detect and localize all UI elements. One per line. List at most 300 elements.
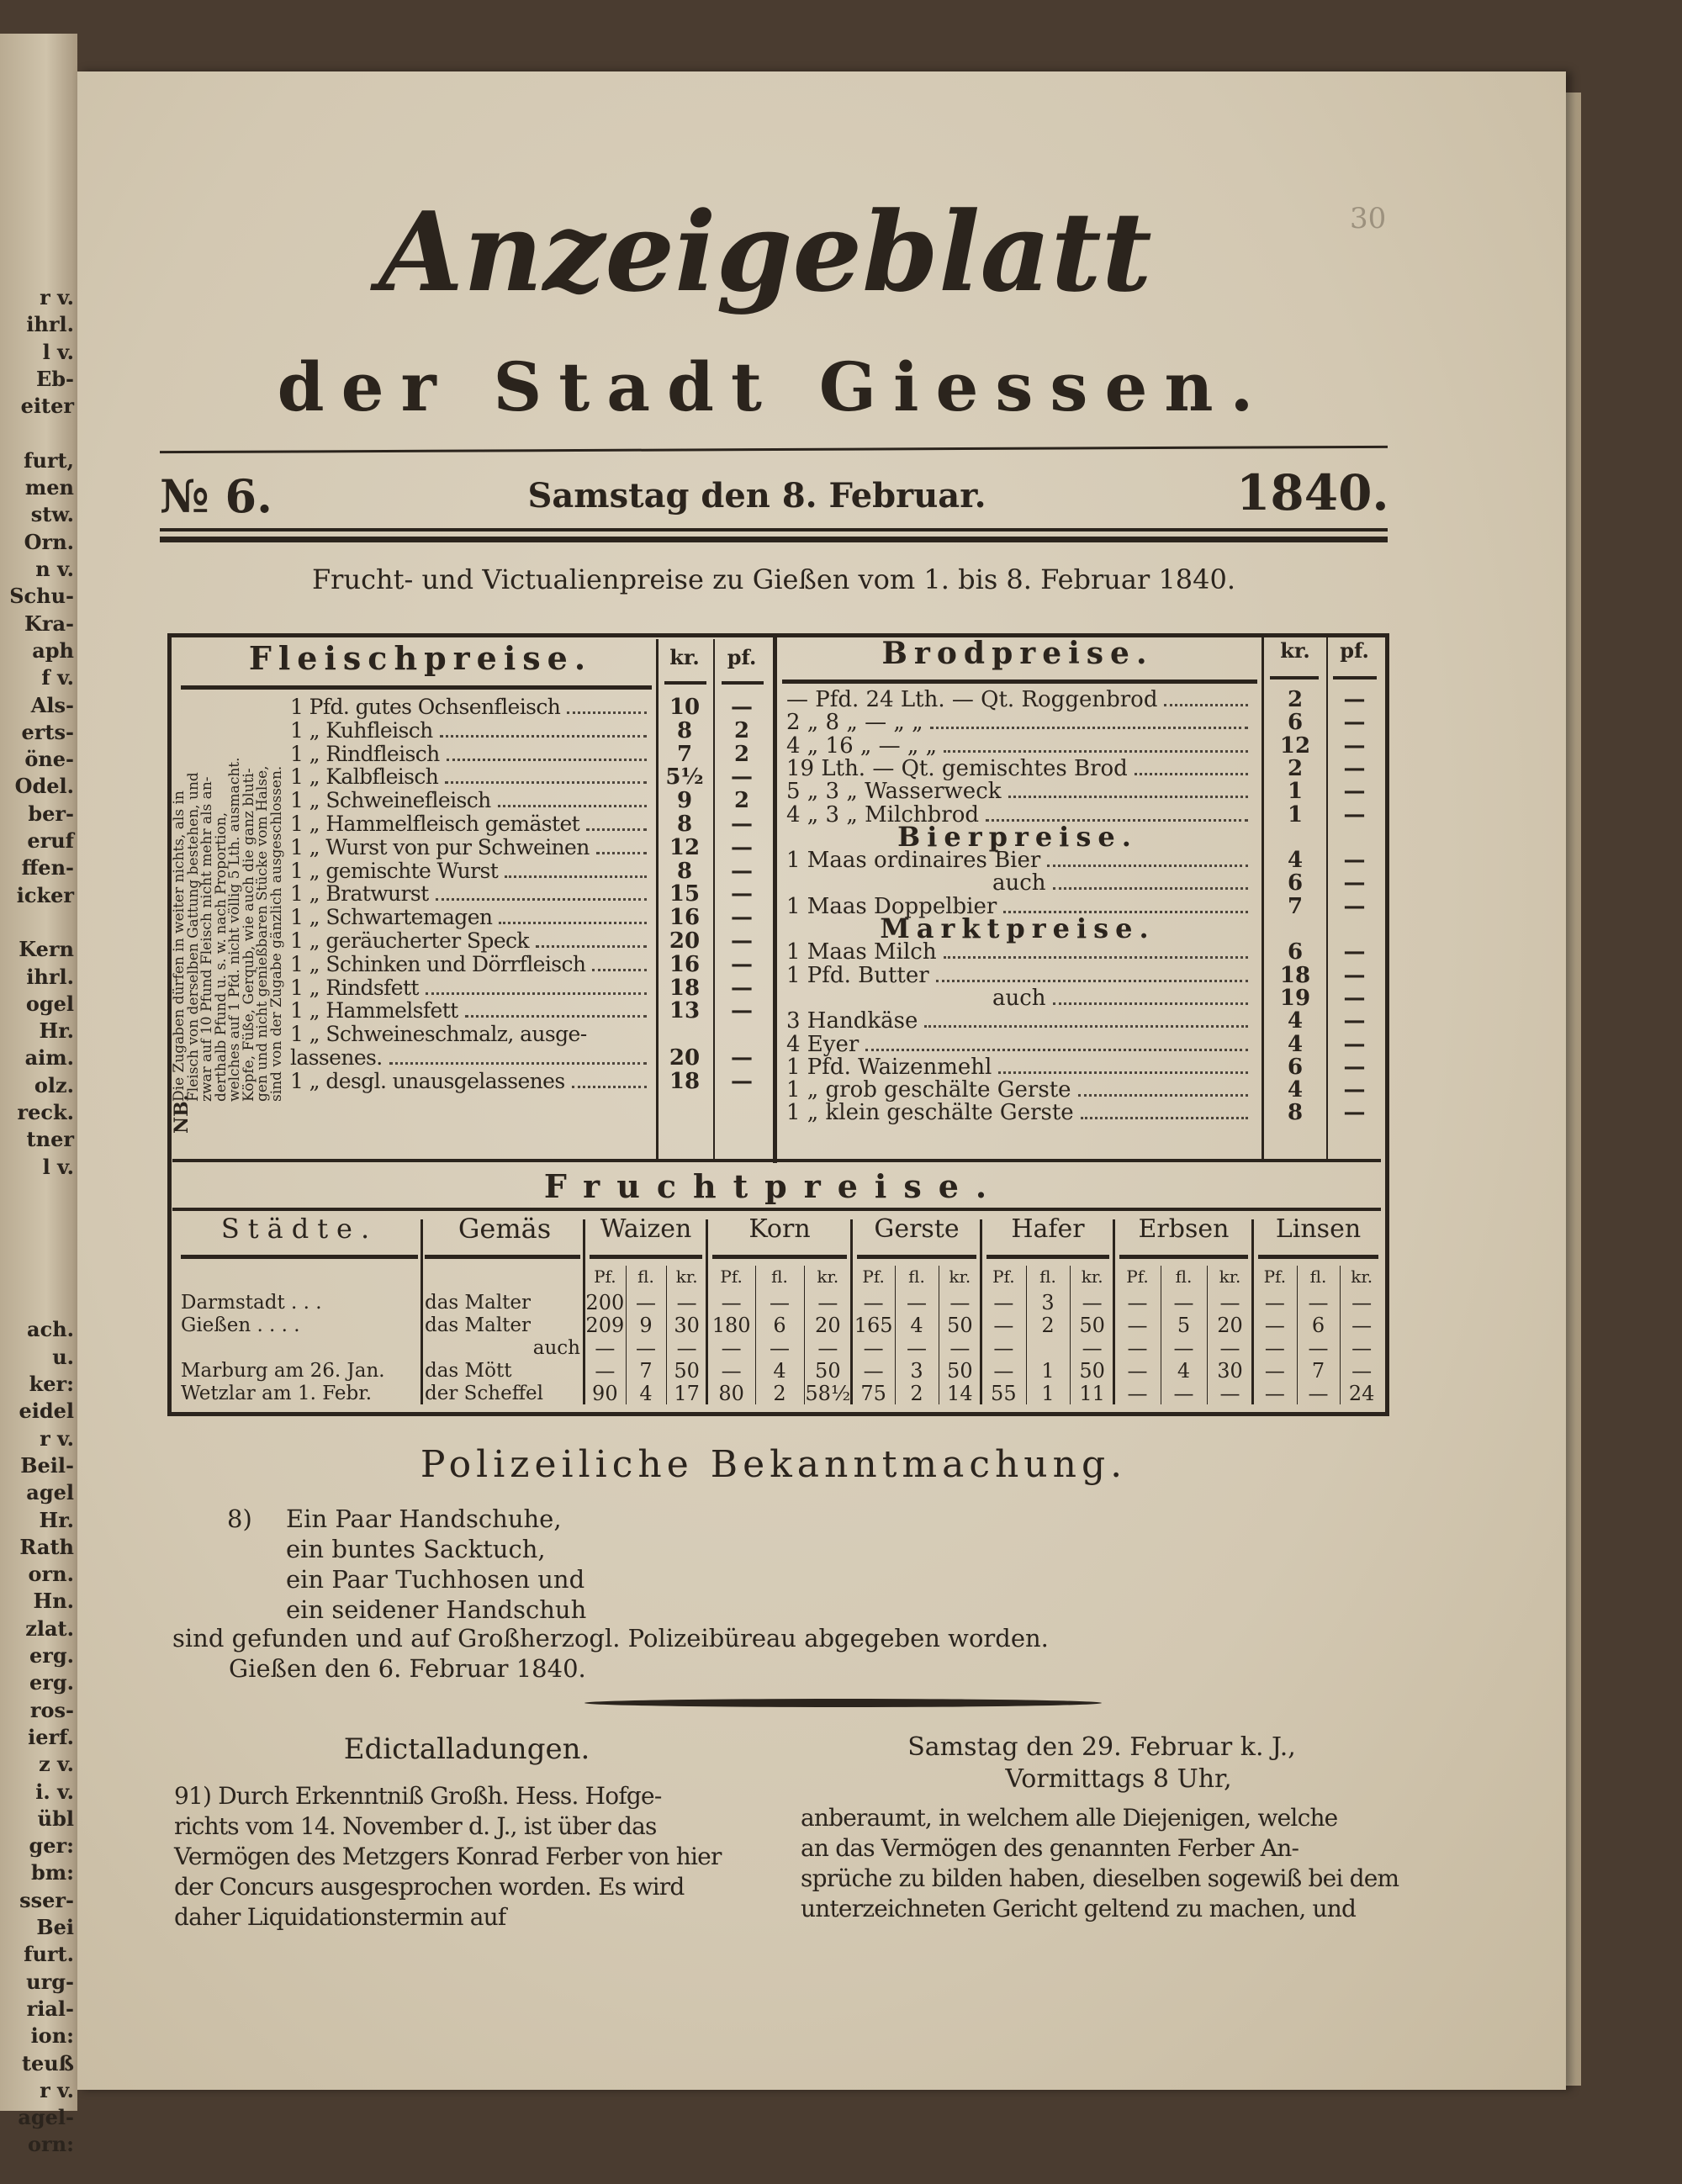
- left-page-fragment: l v.: [42, 1154, 74, 1179]
- dot-leader: [505, 875, 647, 878]
- meat-price-pf: 2: [733, 741, 750, 767]
- grain-value: —: [1127, 1336, 1148, 1360]
- left-page-fragment: z v.: [39, 1752, 74, 1777]
- left-page-fragment: r v.: [40, 285, 74, 309]
- grain-value: —: [1264, 1336, 1285, 1360]
- grain-city: Wetzlar am 1. Febr.: [181, 1383, 373, 1404]
- meat-price-pf: —: [731, 1045, 753, 1071]
- meat-item-label: lassenes.: [290, 1045, 383, 1070]
- meat-prices-title: Fleischpreise.: [248, 639, 593, 677]
- grain-measure: der Scheffel: [425, 1383, 544, 1404]
- section-heading: Bierpreise.: [897, 820, 1138, 853]
- meat-price-kr: 18: [669, 1068, 701, 1094]
- grain-value: 7: [639, 1359, 653, 1383]
- left-page-fragment: teuß: [21, 2050, 74, 2076]
- meat-item-label: 1 Pfd. gutes Ochsenfleisch: [290, 695, 561, 719]
- meat-price-kr: 12: [669, 834, 701, 860]
- grain-value: 90: [592, 1382, 618, 1405]
- grain-value: —: [1351, 1314, 1373, 1337]
- left-page-fragment: ach.: [27, 1317, 74, 1342]
- meat-pf-rule: [722, 681, 764, 685]
- grain-header: Gerste: [874, 1214, 960, 1244]
- dot-leader: [445, 781, 647, 784]
- dot-leader: [1164, 704, 1248, 706]
- grain-value: —: [1351, 1336, 1373, 1360]
- grain-value: —: [1264, 1382, 1285, 1405]
- dot-leader: [567, 711, 647, 714]
- grain-value: 4: [773, 1359, 786, 1383]
- grain-value: —: [993, 1359, 1014, 1383]
- grain-value: —: [817, 1291, 838, 1314]
- grain-city: Darmstadt . . .: [181, 1292, 322, 1314]
- edict-right-line: unterzeichneten Gericht geltend zu machen, und: [801, 1895, 1357, 1922]
- bread-item-label: 1 Maas Doppelbier: [786, 893, 997, 919]
- bread-price-row: [786, 964, 1253, 987]
- left-page-fragment: erts-: [21, 719, 74, 744]
- meat-note-line: Köpfe, Füße, Gerqub, wie auch die ganz bluti-: [240, 768, 257, 1102]
- left-page-fragment: zlat.: [25, 1616, 74, 1641]
- grain-value: 75: [860, 1382, 886, 1405]
- left-page-fragment: eiter: [20, 394, 74, 419]
- left-page-fragment: Eb-: [35, 366, 74, 391]
- left-page-fragment: tner: [26, 1127, 74, 1152]
- left-page-fragment: u.: [52, 1344, 74, 1369]
- dot-leader: [944, 956, 1248, 959]
- bread-price-kr: 6: [1287, 710, 1304, 736]
- grain-value: —: [1173, 1382, 1194, 1405]
- grain-header: Korn: [748, 1214, 811, 1244]
- edict-right-line: anberaumt, in welchem alle Diejenigen, welche: [801, 1804, 1338, 1832]
- meat-kr-header: kr.: [669, 645, 700, 669]
- bread-price-pf: —: [1343, 962, 1366, 988]
- bread-pf-rule: [1333, 676, 1377, 680]
- meat-item-label: 1 „ geräucherter Speck: [290, 928, 529, 953]
- meat-price-row: [290, 906, 652, 929]
- bread-price-pf: —: [1343, 1008, 1366, 1034]
- bread-price-pf: —: [1343, 985, 1366, 1011]
- left-page-fragment: Hn.: [33, 1589, 74, 1614]
- grain-value: 58½: [805, 1382, 851, 1405]
- meat-item-label: 1 „ Hammelsfett: [290, 998, 458, 1023]
- grain-value: —: [863, 1336, 884, 1360]
- dot-leader: [499, 922, 647, 924]
- dot-leader: [936, 980, 1248, 982]
- grain-value: —: [1173, 1336, 1194, 1360]
- grain-measure: das Mött: [425, 1360, 512, 1382]
- grain-subheader: kr.: [1351, 1267, 1373, 1287]
- ornamental-rule: [584, 1699, 1102, 1707]
- bread-item-label: 4 „ 16 „ — „ „: [786, 732, 938, 759]
- dot-leader: [1047, 865, 1248, 867]
- left-page-fragment: eruf: [27, 828, 74, 853]
- meat-pf-line: [713, 639, 715, 1161]
- bread-price-pf: —: [1343, 1077, 1366, 1103]
- meat-price-row: [290, 859, 652, 883]
- grain-value: 7: [1311, 1359, 1325, 1383]
- left-page-fragment: agel-: [18, 2105, 74, 2130]
- edict-time-line: Vormittags 8 Uhr,: [1005, 1764, 1232, 1794]
- grain-value: —: [595, 1359, 616, 1383]
- left-page-fragment: r v.: [40, 2077, 74, 2102]
- edict-title: Edictalladungen.: [343, 1732, 590, 1766]
- meat-price-row: [290, 929, 652, 953]
- meat-note-line: zwar auf 10 Pfund Fleisch nicht mehr als an-: [198, 776, 215, 1102]
- bread-price-row: [992, 986, 1253, 1010]
- grain-value: 24: [1348, 1382, 1375, 1405]
- grain-value: —: [1127, 1382, 1148, 1405]
- dot-leader: [596, 852, 647, 854]
- grain-subheader: Pf.: [720, 1267, 743, 1287]
- bread-item-label: 1 Maas ordinaires Bier: [786, 848, 1041, 874]
- police-notice-title: Polizeiliche Bekanntmachung.: [420, 1443, 1128, 1486]
- bread-price-kr: 4: [1287, 1031, 1304, 1057]
- grain-value: 4: [910, 1314, 923, 1337]
- grain-value: 3: [910, 1359, 923, 1383]
- bread-item-label: 1 Pfd. Butter: [786, 962, 929, 988]
- bread-price-kr: 8: [1287, 1100, 1304, 1126]
- grain-value: 50: [674, 1359, 700, 1383]
- grain-value: 55: [991, 1382, 1017, 1405]
- grain-header-rule: [712, 1255, 847, 1259]
- grain-value: —: [993, 1336, 1014, 1360]
- bread-item-label: 1 Pfd. Waizenmehl: [786, 1054, 992, 1080]
- bread-price-row: [786, 1055, 1253, 1079]
- meat-note-line: gen und nicht genießbaren Stücke vom Halse,: [254, 765, 271, 1102]
- meat-item-label: 1 „ Rindsfett: [290, 975, 419, 1000]
- bread-price-pf: —: [1343, 1100, 1366, 1126]
- grain-value: 165: [854, 1314, 893, 1337]
- left-page-fragment: erg.: [29, 1643, 74, 1668]
- grain-header: Linsen: [1275, 1214, 1362, 1244]
- left-page-fragment: ffen-: [21, 855, 74, 880]
- meat-price-kr: 9: [676, 788, 693, 814]
- dot-leader: [1135, 773, 1248, 775]
- edict-left-line: daher Liquidationstermin auf: [174, 1903, 506, 1931]
- edict-left-line: 91) Durch Erkenntniß Großh. Hess. Hofge-: [174, 1782, 662, 1810]
- bread-price-pf: —: [1343, 939, 1366, 965]
- grain-subheader: kr.: [949, 1267, 971, 1287]
- meat-item-label: 1 „ Bratwurst: [290, 881, 429, 907]
- dot-leader: [465, 1015, 647, 1018]
- left-page-fragment: furt,: [24, 447, 74, 473]
- bread-price-row: [786, 940, 1253, 964]
- double-rule-top: [160, 528, 1388, 531]
- meat-price-row: [290, 953, 652, 976]
- city-header-rule: [181, 1255, 418, 1259]
- grain-value: 50: [1079, 1359, 1105, 1383]
- bread-item-label: auch: [992, 870, 1046, 896]
- grain-subheader: fl.: [637, 1267, 654, 1287]
- left-page-fragment: aph: [32, 637, 74, 663]
- bread-price-row: [992, 871, 1253, 895]
- left-page-fragment: Rath: [19, 1534, 74, 1559]
- bread-item-label: 4 Eyer: [786, 1031, 860, 1057]
- dot-leader: [1078, 1094, 1248, 1097]
- dot-leader: [1008, 796, 1248, 798]
- grain-value: —: [676, 1291, 697, 1314]
- grain-subheader: kr.: [1081, 1267, 1103, 1287]
- grain-header-rule: [857, 1255, 976, 1259]
- bread-price-pf: —: [1343, 732, 1366, 759]
- bread-price-pf: —: [1343, 779, 1366, 805]
- grain-header-rule: [1258, 1255, 1378, 1259]
- grain-value: 6: [1311, 1314, 1325, 1337]
- issue-year: 1840.: [1236, 464, 1389, 521]
- grain-value: 1: [1041, 1359, 1055, 1383]
- left-page-fragment: Hr.: [39, 1507, 74, 1532]
- meat-pf-header: pf.: [727, 645, 757, 669]
- found-item: Ein Paar Handschuhe,: [286, 1504, 562, 1533]
- bread-price-pf: —: [1343, 1031, 1366, 1057]
- left-page-fragment: aim.: [24, 1045, 74, 1071]
- edict-left-line: der Concurs ausgesprochen worden. Es wird: [174, 1873, 685, 1901]
- left-page-fragment: orn:: [28, 2132, 74, 2157]
- grain-value: 30: [1217, 1359, 1243, 1383]
- grain-value: —: [1219, 1382, 1240, 1405]
- masthead-title: Anzeigeblatt: [378, 188, 1152, 316]
- police-notice-statement: sind gefunden und auf Großherzogl. Polizeibüreau abgegeben worden.: [172, 1624, 1049, 1653]
- bread-item-label: 1 „ grob geschälte Gerste: [786, 1077, 1071, 1103]
- meat-item-label: 1 „ Schwartemagen: [290, 905, 493, 930]
- left-page-fragment: urg-: [26, 1969, 74, 1994]
- bread-kr-header: kr.: [1280, 638, 1310, 663]
- bread-price-kr: 7: [1287, 893, 1304, 919]
- meat-item-label: 1 „ gemischte Wurst: [290, 858, 499, 883]
- grain-header-rule: [986, 1255, 1109, 1259]
- grain-value: 50: [947, 1359, 973, 1383]
- grain-value: —: [721, 1336, 742, 1360]
- grain-value: 1: [1041, 1382, 1055, 1405]
- meat-item-label: 1 „ Kuhfleisch: [290, 717, 433, 743]
- grain-value: —: [1082, 1336, 1103, 1360]
- grain-value: 2: [910, 1382, 923, 1405]
- grain-subheader: fl.: [1175, 1267, 1193, 1287]
- bread-item-label: 3 Handkäse: [786, 1008, 918, 1034]
- dot-leader: [924, 1025, 1248, 1028]
- edict-date-line: Samstag den 29. Februar k. J.,: [907, 1732, 1296, 1762]
- grain-header: Waizen: [600, 1214, 692, 1244]
- bread-price-kr: 18: [1279, 962, 1311, 988]
- meat-price-pf: —: [731, 998, 753, 1024]
- page-number: 30: [1350, 202, 1387, 235]
- bread-price-kr: 2: [1287, 687, 1304, 712]
- grain-value: 2: [773, 1382, 786, 1405]
- masthead-subtitle: der Stadt Giessen.: [277, 347, 1271, 426]
- grain-value: —: [1351, 1291, 1373, 1314]
- grain-measure: das Malter: [425, 1314, 532, 1336]
- left-page-fragment: Bei: [36, 1915, 74, 1939]
- meat-note-label: NB.: [171, 1094, 193, 1134]
- left-page-fragment: l v.: [42, 339, 74, 364]
- grain-value: —: [635, 1336, 656, 1360]
- grain-value: 2: [1041, 1314, 1055, 1337]
- bread-pf-header: pf.: [1340, 638, 1369, 663]
- bread-price-kr: 6: [1287, 939, 1304, 965]
- grain-value: —: [1127, 1359, 1148, 1383]
- grain-value: —: [595, 1336, 616, 1360]
- meat-price-pf: —: [731, 905, 753, 931]
- bread-item-label: — Pfd. 24 Lth. — Qt. Roggenbrod: [786, 687, 1158, 712]
- meat-item-label: 1 „ Schweinefleisch: [290, 788, 491, 813]
- grain-value: 9: [639, 1314, 653, 1337]
- meat-price-pf: —: [731, 764, 753, 791]
- grain-value: 50: [815, 1359, 841, 1383]
- police-notice-dateline: Gießen den 6. Februar 1840.: [229, 1654, 586, 1683]
- dot-leader: [592, 969, 647, 971]
- bread-price-kr: 4: [1287, 848, 1304, 874]
- bread-item-label: 19 Lth. — Qt. gemischtes Brod: [786, 755, 1128, 781]
- bread-title-rule: [782, 680, 1257, 684]
- grain-value: —: [949, 1336, 971, 1360]
- grain-header: Hafer: [1011, 1214, 1085, 1244]
- bread-price-row: [786, 734, 1253, 758]
- grain-value: 3: [1041, 1291, 1055, 1314]
- grain-value: —: [721, 1359, 742, 1383]
- meat-price-pf: —: [731, 812, 753, 837]
- grain-value: 17: [674, 1382, 700, 1405]
- left-page-fragment: men: [24, 475, 74, 500]
- grain-value: 50: [1079, 1314, 1105, 1337]
- grain-value: 50: [947, 1314, 973, 1337]
- meat-price-pf: —: [731, 834, 753, 860]
- left-page-fragment: ierf.: [28, 1724, 74, 1749]
- grain-subheader: kr.: [817, 1267, 839, 1287]
- grain-value: 30: [674, 1314, 700, 1337]
- left-page-fragment: ros-: [29, 1697, 74, 1722]
- left-page-fragment: Kern: [19, 937, 74, 962]
- grain-subheader: fl.: [1039, 1267, 1056, 1287]
- found-item: ein buntes Sacktuch,: [286, 1535, 546, 1563]
- grain-value: —: [769, 1336, 790, 1360]
- grain-value: 209: [585, 1314, 625, 1337]
- dot-leader: [1053, 887, 1248, 890]
- meat-price-row: [290, 836, 652, 859]
- found-item: ein Paar Tuchhosen und: [286, 1565, 585, 1594]
- left-page-fragment: Als-: [30, 692, 74, 717]
- bread-price-kr: 1: [1287, 801, 1304, 828]
- grain-value: 200: [585, 1291, 625, 1314]
- meat-price-row: [290, 999, 652, 1023]
- left-page-fragment: Schu-: [9, 584, 74, 609]
- meat-item-label: 1 „ Wurst von pur Schweinen: [290, 834, 590, 859]
- dot-leader: [440, 735, 647, 738]
- police-notice-number: 8): [227, 1504, 252, 1533]
- bread-price-pf: —: [1343, 848, 1366, 874]
- grain-value: —: [769, 1291, 790, 1314]
- left-page-text-fragments: [0, 284, 74, 2157]
- grain-value: —: [1351, 1359, 1373, 1383]
- left-page-fragment: ihrl.: [26, 964, 74, 989]
- grain-header: Erbsen: [1138, 1214, 1230, 1244]
- bread-price-kr: 2: [1287, 755, 1304, 781]
- grain-value: —: [1264, 1359, 1285, 1383]
- meat-note-line: Fleisch von derselben Gattung bestehen, und: [184, 772, 202, 1102]
- bread-price-pf: —: [1343, 893, 1366, 919]
- grain-value: —: [949, 1291, 971, 1314]
- grain-value: —: [863, 1291, 884, 1314]
- grain-value: —: [906, 1336, 927, 1360]
- meat-price-kr: 8: [676, 717, 693, 743]
- meat-price-row: [290, 743, 652, 766]
- found-item: ein seidener Handschuh: [286, 1595, 587, 1624]
- left-page-fragment: ker:: [29, 1372, 74, 1396]
- meat-item-label: 1 „ Schinken und Dörrfleisch: [290, 951, 586, 976]
- meat-price-row: [290, 1046, 652, 1070]
- bread-price-kr: 6: [1287, 1054, 1304, 1080]
- meat-price-pf: —: [731, 975, 753, 1001]
- left-page-fragment: icker: [16, 882, 74, 907]
- grain-header-rule: [1119, 1255, 1248, 1259]
- grain-value: —: [817, 1336, 838, 1360]
- left-page-fragment: orn.: [28, 1562, 74, 1587]
- left-page-fragment: ihrl.: [26, 312, 74, 337]
- grain-col-line: [420, 1219, 423, 1404]
- grain-measure: das Malter: [425, 1292, 532, 1314]
- dot-leader: [389, 1062, 647, 1065]
- bread-item-label: 1 „ klein geschälte Gerste: [786, 1100, 1074, 1126]
- meat-price-kr: 20: [669, 928, 701, 954]
- grain-value: —: [1219, 1291, 1240, 1314]
- grain-value: 11: [1079, 1382, 1105, 1405]
- meat-item-label: 1 „ Schweineschmalz, ausge-: [290, 1022, 587, 1047]
- grain-value: —: [1264, 1314, 1285, 1337]
- grain-value: 14: [947, 1382, 973, 1405]
- left-page-fragment: agel: [26, 1480, 74, 1505]
- meat-price-kr: 7: [676, 741, 693, 767]
- grain-value: —: [635, 1291, 656, 1314]
- grain-value: —: [1264, 1291, 1285, 1314]
- meat-kr-rule: [664, 681, 706, 685]
- left-page-fragment: furt.: [24, 1942, 74, 1967]
- grain-value: —: [993, 1314, 1014, 1337]
- grain-value: —: [1308, 1382, 1329, 1405]
- grain-value: —: [906, 1291, 927, 1314]
- grain-value: —: [676, 1336, 697, 1360]
- meat-price-kr: 16: [669, 951, 701, 977]
- meat-price-kr: 8: [676, 858, 693, 884]
- grain-value: —: [993, 1291, 1014, 1314]
- dot-leader: [1053, 1002, 1248, 1005]
- meat-price-kr: 16: [669, 905, 701, 931]
- left-page-fragment: eidel: [19, 1399, 74, 1424]
- left-page-fragment: ber-: [28, 801, 74, 826]
- bread-price-kr: 4: [1287, 1008, 1304, 1034]
- bread-price-row: [786, 757, 1253, 780]
- edict-right-line: sprüche zu bilden haben, dieselben sogewiß bei dem: [801, 1864, 1399, 1892]
- left-page-fragment: Beil-: [20, 1452, 74, 1478]
- meat-price-kr: 10: [669, 695, 701, 720]
- bread-item-label: auch: [992, 985, 1046, 1011]
- grain-prices-title: Fruchtpreise.: [543, 1167, 1004, 1205]
- meat-price-row: [290, 765, 652, 789]
- left-page-fragment: übl: [37, 1806, 74, 1831]
- meat-price-row: [290, 1070, 652, 1093]
- dot-leader: [1081, 1117, 1248, 1119]
- dot-leader: [998, 1071, 1248, 1074]
- dot-leader: [498, 805, 647, 807]
- meat-price-pf: —: [731, 1068, 753, 1094]
- grain-value: —: [1173, 1291, 1194, 1314]
- dot-leader: [944, 750, 1248, 753]
- grain-subheader: Pf.: [862, 1267, 885, 1287]
- bread-kr-line: [1262, 637, 1264, 1161]
- left-page-fragment: stw.: [30, 502, 74, 527]
- grain-subheader: Pf.: [992, 1267, 1015, 1287]
- meat-price-row: [290, 695, 652, 719]
- dot-leader: [865, 1049, 1248, 1051]
- meat-item-label: 1 „ Kalbfleisch: [290, 764, 439, 790]
- edict-left-line: Vermögen des Metzgers Konrad Ferber von hier: [174, 1843, 722, 1870]
